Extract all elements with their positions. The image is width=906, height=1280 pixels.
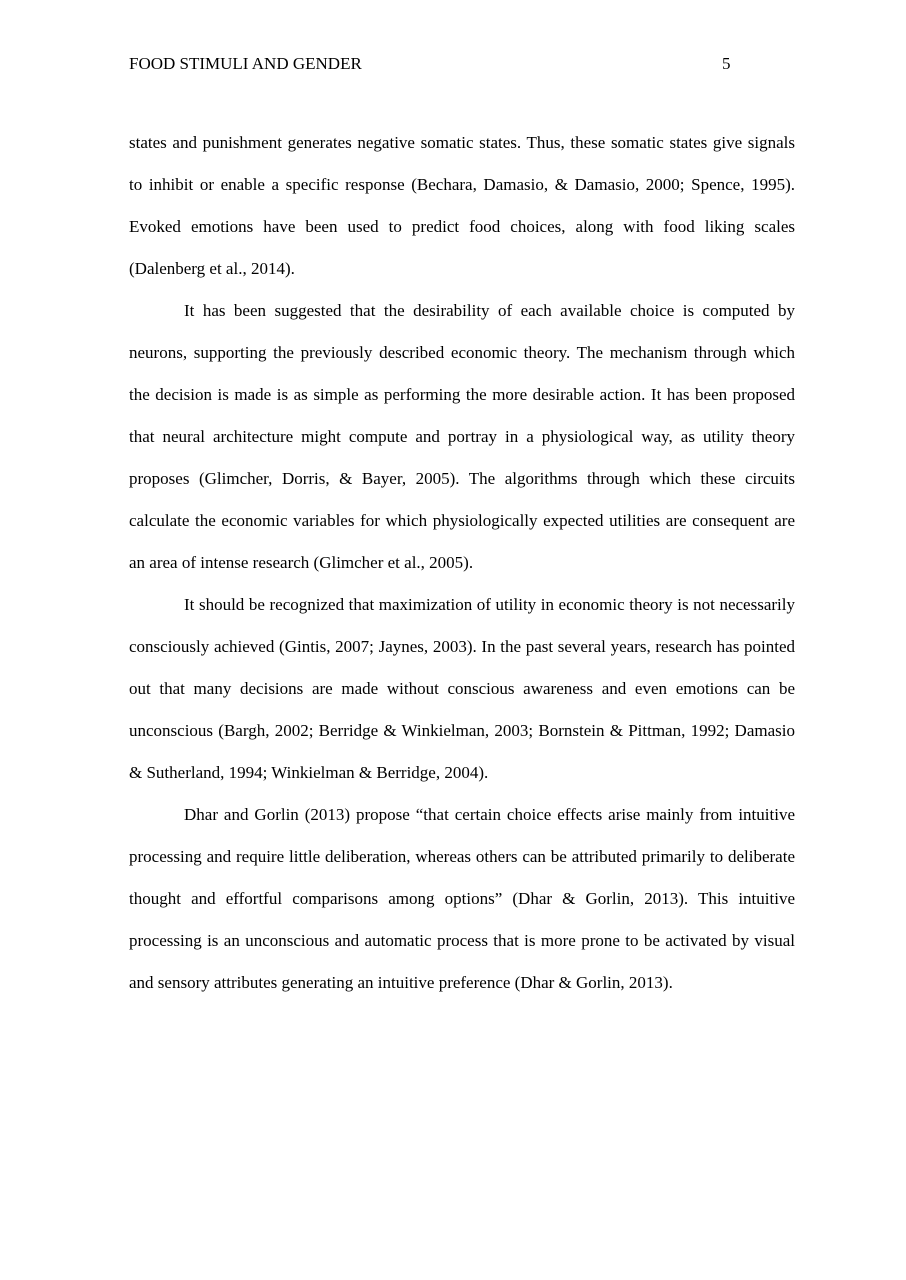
- page-number: 5: [722, 54, 731, 73]
- running-head: FOOD STIMULI AND GENDER: [129, 54, 362, 73]
- paragraph: It should be recognized that maximization of utility in economic theory is not necessarily consciously achieved (Gintis, 2007; Jaynes, 2003). In the past several years, research has pointed out that many decisions are made without conscious awareness and even emotions can be unconscious (Bargh, 2002; Berridge & Winkielman, 2003; Bornstein & Pittman, 1992; Damasio & Sutherland, 1994; Winkielman & Berridge, 2004).: [129, 595, 795, 782]
- paragraph: It has been suggested that the desirability of each available choice is computed by neurons, supporting the previously described economic theory. The mechanism through which the decision is made is as simple as performing the more desirable action. It has been proposed that neural architecture might compute and portray in a physiological way, as utility theory proposes (Glimcher, Dorris, & Bayer, 2005). The algorithms through which these circuits calculate the economic variables for which physiologically expected utilities are consequent are an area of intense research (Glimcher et al., 2005).: [129, 301, 795, 572]
- paragraph-continuation: states and punishment generates negative somatic states. Thus, these somatic states give signals to inhibit or enable a specific response (Bechara, Damasio, & Damasio, 2000; Spence, 1995). Evoked emotions have been used to predict food choices, along with food liking scales (Dalenberg et al., 2014).: [129, 133, 795, 278]
- paragraph: Dhar and Gorlin (2013) propose “that certain choice effects arise mainly from intuitive processing and require little deliberation, whereas others can be attributed primarily to deliberate thought and effortful comparisons among options” (Dhar & Gorlin, 2013). This intuitive processing is an unconscious and automatic process that is more prone to be activated by visual and sensory attributes generating an intuitive preference (Dhar & Gorlin, 2013).: [129, 805, 795, 992]
- body-text: [129, 122, 795, 1004]
